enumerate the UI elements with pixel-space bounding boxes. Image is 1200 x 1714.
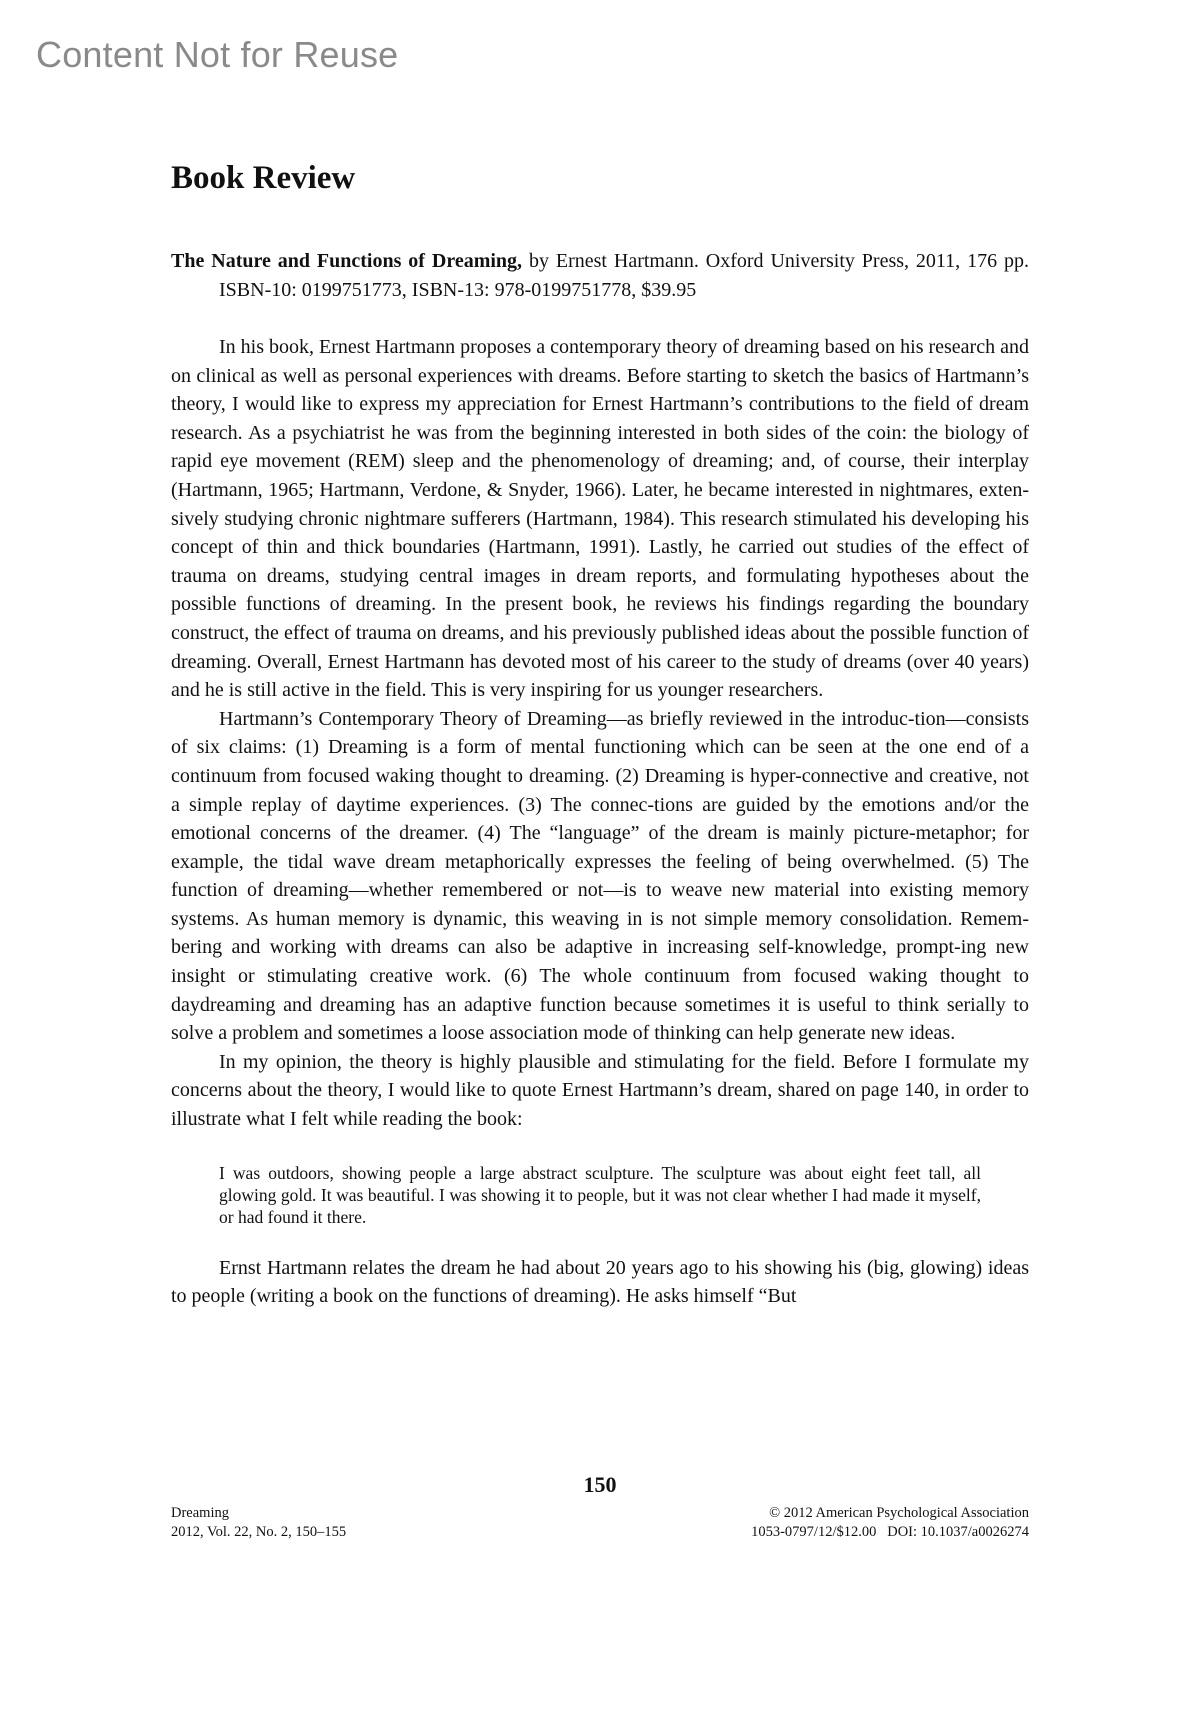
journal-name: Dreaming [171, 1505, 229, 1521]
paragraph-2: Hartmann’s Contemporary Theory of Dreaming—as briefly reviewed in the introduc-tion—consists of six claims: (1) Dreaming is a form of mental functioning which can be seen at the one end of a continuum from focused waking thought to dreaming. (2) Dreaming is hyper-connective and creative, not a simple replay of daytime experiences. (3) The connec-tions are guided by the emotions and/or the emotional concerns of the dreamer. (4) The “language” of the dream is mainly picture-metaphor; for example, the tidal wave dream metaphorically expresses the feeling of being overwhelmed. (5) The function of dreaming—whether remembered or not—is to weave new material into existing memory systems. As human memory is dynamic, this weaving in is not simple memory consolidation. Remem-bering and working with dreams can also be adaptive in increasing self-knowledge, prompt-ing new insight or stimulating creative work. (6) The whole continuum from focused waking thought to daydreaming and dreaming has an adaptive function because sometimes it is useful to think serially to solve a problem and sometimes a loose association mode of thinking can help generate new ideas. [171, 707, 1029, 1045]
footer-copyright-info [751, 1504, 1029, 1542]
article-page [171, 150, 1029, 1540]
book-citation [171, 247, 1029, 305]
copyright-notice: © 2012 American Psychological Association [769, 1505, 1029, 1521]
paragraph-1: In his book, Ernest Hartmann proposes a contemporary theory of dreaming based on his research and on clinical as well as personal experiences with dreams. Before starting to sketch the basics of Hartmann’s theory, I would like to express my appreciation for Ernest Hartmann’s contributions to the field of dream research. As a psychiatrist he was from the beginning interested in both sides of the coin: the biology of rapid eye movement (REM) sleep and the phenomenology of dreaming; and, of course, their interplay (Hartmann, 1965; Hartmann, Verdone, & Snyder, 1966). Later, he became interested in nightmares, exten-sively studying chronic nightmare sufferers (Hartmann, 1984). This research stimulated his developing his concept of thin and thick boundaries (Hartmann, 1991). Lastly, he carried out studies of the effect of trauma on dreams, studying central images in dream reports, and formulating hypotheses about the possible functions of dreaming. In the present book, he reviews his findings regarding the boundary construct, the effect of trauma on dreams, and his previously published ideas about the possible function of dreaming. Overall, Ernest Hartmann has devoted most of his career to the study of dreams (over 40 years) and he is still active in the field. This is very inspiring for us younger researchers. [171, 336, 1029, 702]
doi-line: 1053-0797/12/$12.00 DOI: 10.1037/a0026274 [751, 1524, 1029, 1540]
watermark-text: Content Not for Reuse [36, 34, 399, 75]
section-title: Book Review [171, 160, 356, 196]
footer-journal-info [171, 1504, 346, 1542]
citation-details: by Ernest Hartmann. Oxford University Press, 2011, 176 pp. ISBN-10: 0199751773, ISBN-13: 978-0199751778, $39.95 [219, 250, 1029, 301]
paragraph-4: Ernst Hartmann relates the dream he had about 20 years ago to his showing his (big, glowing) ideas to people (writing a book on the functions of dreaming). He asks himself “But [171, 1256, 1029, 1308]
page-number: 150 [583, 1472, 617, 1497]
journal-volume: 2012, Vol. 22, No. 2, 150–155 [171, 1524, 347, 1540]
paragraph-3: In my opinion, the theory is highly plausible and stimulating for the field. Before I formulate my concerns about the theory, I would like to quote Ernest Hartmann’s dream, shared on page 140, in order to illustrate what I felt while reading the book: [171, 1050, 1029, 1131]
review-body [171, 333, 1029, 1311]
book-title: The Nature and Functions of Dreaming, [171, 250, 523, 272]
dream-quote: I was outdoors, showing people a large abstract sculpture. The sculpture was about eight feet tall, all glowing gold. It was beautiful. I was showing it to people, but it was not clear whether I had made it myself, or had found it there. [219, 1162, 981, 1227]
